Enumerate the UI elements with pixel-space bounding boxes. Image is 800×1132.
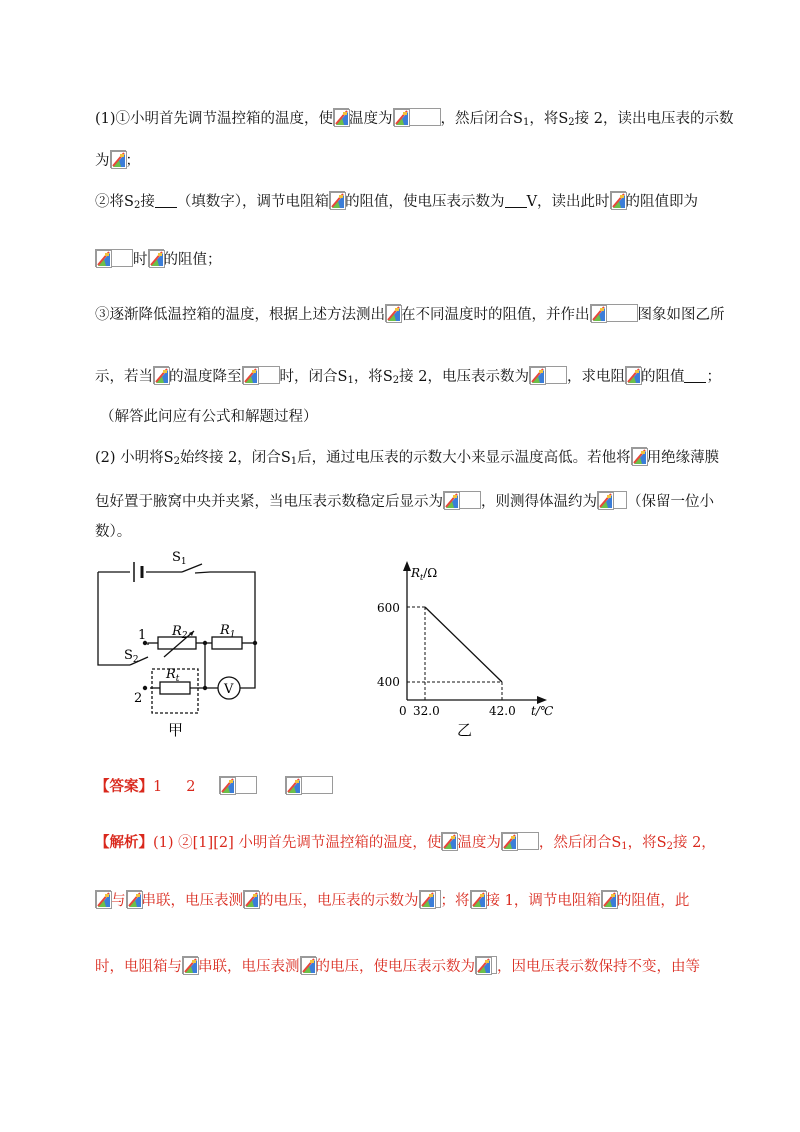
svg-text:甲: 甲 bbox=[168, 721, 184, 739]
broken-image-icon bbox=[182, 956, 198, 974]
q1-line-2: 为 ； bbox=[95, 150, 140, 171]
svg-text:乙: 乙 bbox=[457, 721, 473, 739]
broken-image-icon bbox=[625, 366, 641, 384]
svg-text:S1: $S_1$ bbox=[172, 550, 187, 567]
broken-image-icon bbox=[285, 776, 333, 794]
svg-text:R1: $R_1$ bbox=[220, 623, 236, 640]
analysis-line-2: 与 串联，电压表测 的电压，电压表的示数为 ；将 接 1，调节电阻箱 的阻值，此 bbox=[95, 890, 689, 911]
broken-image-icon bbox=[242, 366, 280, 384]
broken-image-icon bbox=[443, 491, 481, 509]
broken-image-icon bbox=[590, 304, 638, 322]
svg-text:R2: $R_2$ bbox=[172, 624, 188, 641]
broken-image-icon bbox=[601, 890, 617, 908]
y-tick-400: 400 bbox=[377, 675, 400, 689]
svg-text:1: 1 bbox=[138, 628, 147, 643]
q1-line-1: (1)①小明首先调节温控箱的温度，使 温度为 ，然后闭合$S_1$，将$S_2$接 2，读出电压表的示数 bbox=[95, 108, 734, 133]
broken-image-icon bbox=[110, 150, 126, 168]
broken-image-icon bbox=[300, 956, 316, 974]
broken-image-icon bbox=[470, 890, 486, 908]
q1-line-6: 示，若当 的温度降至 时，闭合$S_1$，将$S_2$接 2，电压表示数为 ，求电阻 的阻值 ； bbox=[95, 366, 721, 391]
broken-image-icon bbox=[419, 890, 441, 908]
answer-line: 【答案】1 2 bbox=[95, 776, 333, 797]
broken-image-icon bbox=[329, 191, 345, 209]
broken-image-icon bbox=[475, 956, 497, 974]
q1-line-5: ③逐渐降低温控箱的温度，根据上述方法测出 在不同温度时的阻值，并作出 图象如图乙所 bbox=[95, 304, 725, 325]
circuit-diagram bbox=[90, 545, 270, 745]
svg-text:Rt: $R_t$ bbox=[166, 667, 180, 684]
broken-image-icon bbox=[95, 890, 111, 908]
q2-line-2: 包好置于腋窝中央并夹紧，当电压表示数稳定后显示为 ，则测得体温约为 （保留一位小 bbox=[95, 491, 714, 512]
q1-line-3: ②将$S_2$接 （填数字），调节电阻箱 的阻值，使电压表示数为 V，读出此时 的阻值即为 bbox=[95, 191, 698, 216]
svg-text:2: 2 bbox=[134, 691, 143, 706]
x-tick-0: 0 bbox=[399, 704, 407, 718]
svg-text:S2: $S_2$ bbox=[124, 648, 139, 665]
broken-image-icon bbox=[385, 304, 401, 322]
broken-image-icon bbox=[126, 890, 142, 908]
q2-line-1: (2) 小明将$S_2$始终接 2，闭合$S_1$后，通过电压表的示数大小来显示温度高低。若他将 用绝缘薄膜 bbox=[95, 447, 719, 472]
series-line bbox=[425, 607, 502, 682]
broken-image-icon bbox=[501, 832, 539, 850]
broken-image-icon bbox=[243, 890, 259, 908]
svg-text:V: V bbox=[224, 682, 234, 697]
analysis-line-1: 【解析】(1) ②[1][2] 小明首先调节温控箱的温度，使 温度为 ，然后闭合$S_1$，将$S_2$接 2， bbox=[95, 834, 716, 852]
y-tick-600: 600 bbox=[377, 601, 400, 615]
x-tick-32: 32.0 bbox=[413, 704, 440, 718]
broken-image-icon bbox=[529, 366, 567, 384]
broken-image-icon bbox=[333, 108, 349, 126]
q2-line-3: 数）。 bbox=[95, 524, 132, 540]
x-tick-42: 42.0 bbox=[489, 704, 516, 718]
broken-image-icon bbox=[441, 832, 457, 850]
broken-image-icon bbox=[610, 191, 626, 209]
broken-image-icon bbox=[219, 776, 257, 794]
broken-image-icon bbox=[153, 366, 169, 384]
svg-text:t/℃: t/℃ bbox=[531, 704, 554, 718]
broken-image-icon bbox=[95, 249, 133, 267]
rt-graph bbox=[375, 555, 565, 745]
svg-text:Rt/Ω: $R_t/\Omega$ bbox=[411, 566, 438, 582]
broken-image-icon bbox=[393, 108, 441, 126]
broken-image-icon bbox=[148, 249, 164, 267]
broken-image-icon bbox=[631, 447, 647, 465]
analysis-line-3: 时，电阻箱与 串联，电压表测 的电压，使电压表示数为 ，因电压表示数保持不变，由等 bbox=[95, 956, 700, 977]
broken-image-icon bbox=[597, 491, 627, 509]
q1-note: （解答此问应有公式和解题过程） bbox=[100, 409, 318, 425]
q1-line-4: 时 的阻值； bbox=[95, 249, 222, 270]
